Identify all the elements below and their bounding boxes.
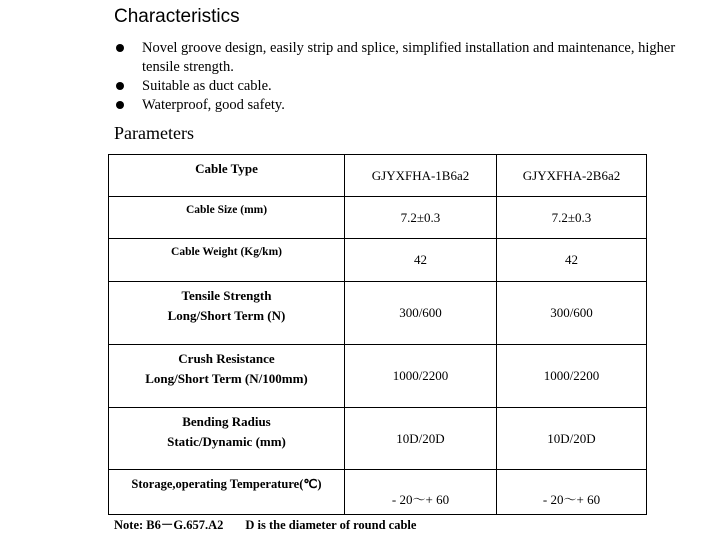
row-label: Storage,operating Temperature(℃) <box>109 470 345 515</box>
bullet-icon <box>116 44 124 52</box>
list-item <box>114 77 714 96</box>
row-label-line1: Bending Radius <box>182 414 271 429</box>
bullet-icon <box>116 101 124 109</box>
row-value: 7.2±0.3 <box>345 197 497 239</box>
parameters-heading: Parameters <box>114 123 194 143</box>
row-value: 1000/2200 <box>345 345 497 408</box>
row-label-line2: Long/Short Term (N/100mm) <box>145 371 308 386</box>
row-label <box>109 408 345 470</box>
characteristics-heading: Characteristics <box>114 6 240 27</box>
row-value: 10D/20D <box>345 408 497 470</box>
list-item <box>114 39 714 77</box>
table-row <box>109 345 647 408</box>
table-row <box>109 282 647 345</box>
row-label <box>109 345 345 408</box>
row-label-line2: Static/Dynamic (mm) <box>167 434 286 449</box>
row-value: 10D/20D <box>497 408 647 470</box>
row-label-line1: Crush Resistance <box>178 351 275 366</box>
row-value: - 20～+ 60 <box>497 470 647 515</box>
header-cable-type: Cable Type <box>109 155 345 197</box>
characteristic-text: Suitable as duct cable. <box>142 78 272 94</box>
row-label <box>109 282 345 345</box>
bullet-icon <box>116 82 124 90</box>
row-value: 300/600 <box>345 282 497 345</box>
row-value: 7.2±0.3 <box>497 197 647 239</box>
row-label-line1: Tensile Strength <box>181 288 272 303</box>
row-value: 42 <box>497 239 647 282</box>
table-row <box>109 239 647 282</box>
row-label: Cable Size (mm) <box>109 197 345 239</box>
row-label: Cable Weight (Kg/km) <box>109 239 345 282</box>
parameters-table <box>108 154 647 515</box>
row-value: 42 <box>345 239 497 282</box>
row-label-line2: Long/Short Term (N) <box>167 308 286 323</box>
characteristics-list <box>114 39 714 115</box>
note-part-1: Note: B6－G.657.A2 <box>114 518 224 532</box>
table-note <box>114 515 416 533</box>
row-value: 300/600 <box>497 282 647 345</box>
characteristic-text: Novel groove design, easily strip and splice, simplified installation and maintenance, higher tensile strength. <box>142 40 676 75</box>
table-row <box>109 470 647 515</box>
header-model-1: GJYXFHA-1B6a2 <box>345 155 497 197</box>
row-value: 1000/2200 <box>497 345 647 408</box>
list-item <box>114 96 714 115</box>
table-row <box>109 155 647 197</box>
table-row <box>109 197 647 239</box>
note-part-2: D is the diameter of round cable <box>245 518 417 532</box>
characteristic-text: Waterproof, good safety. <box>142 97 285 113</box>
row-value: - 20～+ 60 <box>345 470 497 515</box>
table-row <box>109 408 647 470</box>
header-model-2: GJYXFHA-2B6a2 <box>497 155 647 197</box>
